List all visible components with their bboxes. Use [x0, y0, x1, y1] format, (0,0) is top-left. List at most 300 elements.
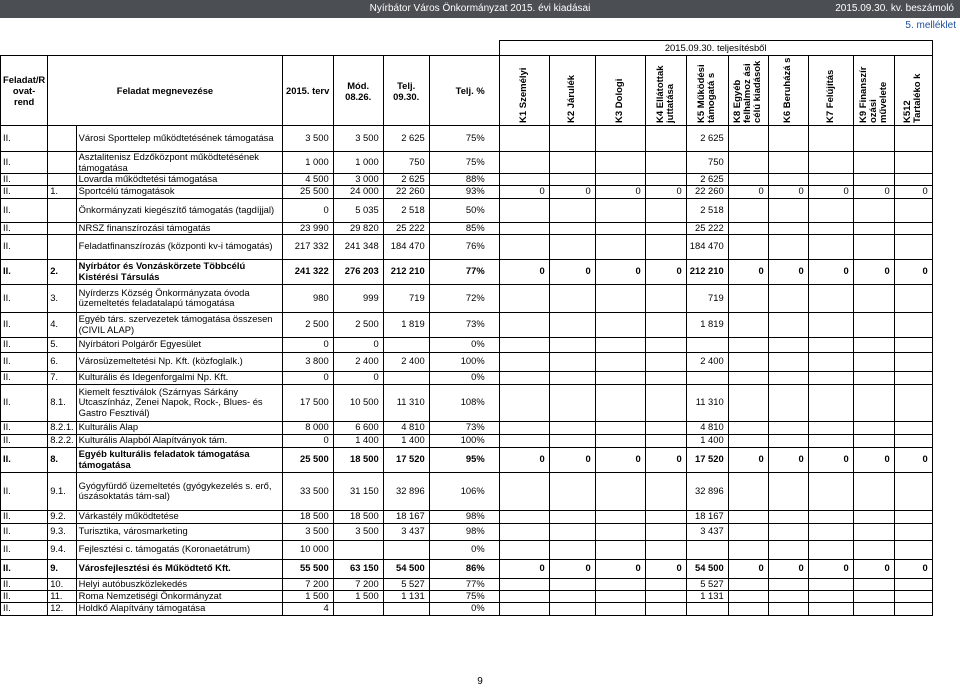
cell-k3: [595, 126, 645, 152]
cell-telj: 2 625: [383, 126, 429, 152]
cell-terv: 241 322: [282, 259, 333, 284]
cell-telj-pct: 76%: [429, 234, 499, 259]
cell-k2: 0: [549, 447, 595, 472]
cell-sorszam: [48, 198, 76, 222]
cell-sorszam: 4.: [48, 312, 76, 337]
cell-terv: 18 500: [282, 510, 333, 523]
cell-telj-pct: 95%: [429, 447, 499, 472]
cell-mod: 7 200: [333, 578, 383, 590]
cell-k3: [595, 434, 645, 447]
cell-k7: [768, 371, 808, 384]
cell-k7: [768, 126, 808, 152]
cell-telj: 18 167: [383, 510, 429, 523]
cell-k8: [808, 352, 853, 371]
cell-k9: [853, 602, 894, 615]
table-row: [1, 578, 933, 590]
col-header-k4: K4 Ellátottak juttatása: [645, 56, 686, 126]
cell-k5: 1 400: [686, 434, 728, 447]
cell-k8: [808, 523, 853, 540]
cell-telj: 11 310: [383, 384, 429, 421]
cell-k7: [768, 472, 808, 510]
cell-feladat: II.: [1, 590, 48, 602]
cell-k4: [645, 352, 686, 371]
cell-k8: [808, 234, 853, 259]
cell-feladat: II.: [1, 472, 48, 510]
cell-k8: [808, 434, 853, 447]
cell-mod: 18 500: [333, 510, 383, 523]
cell-mod: 2 500: [333, 312, 383, 337]
cell-mod: 2 400: [333, 352, 383, 371]
cell-terv: 3 800: [282, 352, 333, 371]
teljesites-group-header: 2015.09.30. teljesítésből: [499, 41, 932, 56]
cell-k7: [768, 222, 808, 234]
cell-mod: 1 000: [333, 152, 383, 174]
cell-k1: [499, 523, 549, 540]
col-header-feladat: Feladat/R ovat-rend: [1, 56, 48, 126]
cell-k4: [645, 578, 686, 590]
cell-telj-pct: 77%: [429, 259, 499, 284]
cell-mod: 241 348: [333, 234, 383, 259]
cell-k6: 0: [728, 185, 768, 198]
cell-megnevezes: Nyírbátor és Vonzáskörzete Többcélú Kistérési Társulás: [76, 259, 282, 284]
cell-k10: [894, 602, 932, 615]
cell-k1: [499, 198, 549, 222]
cell-k1: [499, 421, 549, 434]
cell-k1: 0: [499, 259, 549, 284]
cell-mod: 24 000: [333, 185, 383, 198]
cell-k7: 0: [768, 447, 808, 472]
cell-k2: [549, 371, 595, 384]
cell-k6: [728, 284, 768, 312]
cell-feladat: II.: [1, 337, 48, 352]
cell-megnevezes: Turisztika, városmarketing: [76, 523, 282, 540]
cell-megnevezes: Feladatfinanszírozás (központi kv-i támogatás): [76, 234, 282, 259]
cell-k4: [645, 510, 686, 523]
table-row: [1, 126, 933, 152]
cell-mod: 63 150: [333, 559, 383, 578]
cell-k1: [499, 152, 549, 174]
col-header-k7: K7 Felújítás: [808, 56, 853, 126]
cell-feladat: II.: [1, 234, 48, 259]
cell-k4: [645, 312, 686, 337]
table-row: [1, 198, 933, 222]
cell-k2: [549, 126, 595, 152]
cell-k5: [686, 337, 728, 352]
cell-k7: [768, 510, 808, 523]
cell-k6: [728, 126, 768, 152]
cell-mod: 5 035: [333, 198, 383, 222]
cell-k1: [499, 126, 549, 152]
cell-telj: 1 131: [383, 590, 429, 602]
cell-k3: [595, 234, 645, 259]
table-row: [1, 523, 933, 540]
cell-k6: [728, 234, 768, 259]
cell-telj: [383, 371, 429, 384]
cell-k8: [808, 284, 853, 312]
cell-k5: 32 896: [686, 472, 728, 510]
cell-k2: 0: [549, 185, 595, 198]
cell-k10: [894, 198, 932, 222]
cell-sorszam: 8.2.1.: [48, 421, 76, 434]
table-row: [1, 259, 933, 284]
cell-k10: [894, 152, 932, 174]
cell-k1: [499, 174, 549, 186]
cell-telj: 184 470: [383, 234, 429, 259]
cell-telj: 750: [383, 152, 429, 174]
cell-sorszam: 10.: [48, 578, 76, 590]
cell-mod: 0: [333, 337, 383, 352]
table-row: [1, 510, 933, 523]
cell-telj-pct: 73%: [429, 421, 499, 434]
cell-megnevezes: NRSZ finanszírozási támogatás: [76, 222, 282, 234]
cell-feladat: II.: [1, 352, 48, 371]
cell-k2: [549, 174, 595, 186]
cell-k4: [645, 523, 686, 540]
cell-megnevezes: Nyírderzs Község Önkormányzata óvoda üzemeltetés feladatalapú támogatása: [76, 284, 282, 312]
page-number: 9: [477, 676, 483, 687]
cell-k3: [595, 337, 645, 352]
col-header-k2: K2 Járulék: [549, 56, 595, 126]
cell-k4: [645, 174, 686, 186]
cell-sorszam: 9.2.: [48, 510, 76, 523]
cell-k4: [645, 472, 686, 510]
cell-k6: [728, 434, 768, 447]
cell-k6: [728, 384, 768, 421]
cell-terv: 3 500: [282, 126, 333, 152]
cell-terv: 33 500: [282, 472, 333, 510]
cell-k3: [595, 222, 645, 234]
cell-k2: [549, 198, 595, 222]
cell-k2: [549, 434, 595, 447]
cell-k4: 0: [645, 185, 686, 198]
cell-terv: 1 000: [282, 152, 333, 174]
cell-sorszam: 8.1.: [48, 384, 76, 421]
cell-feladat: II.: [1, 540, 48, 559]
cell-k1: 0: [499, 185, 549, 198]
cell-feladat: II.: [1, 259, 48, 284]
cell-k8: [808, 510, 853, 523]
cell-k4: [645, 590, 686, 602]
table-row: [1, 152, 933, 174]
cell-k10: [894, 540, 932, 559]
cell-k8: 0: [808, 559, 853, 578]
cell-k3: [595, 578, 645, 590]
cell-k4: 0: [645, 259, 686, 284]
cell-telj-pct: 98%: [429, 523, 499, 540]
cell-k5: 2 625: [686, 126, 728, 152]
cell-telj-pct: 93%: [429, 185, 499, 198]
cell-k10: [894, 371, 932, 384]
cell-telj: [383, 337, 429, 352]
cell-k6: [728, 352, 768, 371]
cell-telj-pct: 0%: [429, 540, 499, 559]
cell-k2: [549, 352, 595, 371]
cell-k5: 2 400: [686, 352, 728, 371]
cell-k9: 0: [853, 259, 894, 284]
budget-table: [0, 40, 933, 616]
cell-k7: [768, 234, 808, 259]
cell-telj: 212 210: [383, 259, 429, 284]
cell-terv: 980: [282, 284, 333, 312]
cell-feladat: II.: [1, 126, 48, 152]
cell-k8: [808, 384, 853, 421]
cell-k7: [768, 312, 808, 337]
cell-terv: 25 500: [282, 185, 333, 198]
cell-k10: [894, 352, 932, 371]
cell-k8: [808, 337, 853, 352]
cell-telj-pct: 72%: [429, 284, 499, 312]
cell-k6: [728, 510, 768, 523]
cell-mod: 276 203: [333, 259, 383, 284]
cell-k5: [686, 540, 728, 559]
cell-terv: 1 500: [282, 590, 333, 602]
cell-k7: [768, 198, 808, 222]
cell-megnevezes: Városfejlesztési és Működtető Kft.: [76, 559, 282, 578]
cell-k6: 0: [728, 447, 768, 472]
cell-k3: [595, 174, 645, 186]
cell-k2: [549, 312, 595, 337]
cell-megnevezes: Várkastély működtetése: [76, 510, 282, 523]
cell-k2: [549, 472, 595, 510]
cell-k8: [808, 126, 853, 152]
cell-k3: [595, 312, 645, 337]
cell-mod: 6 600: [333, 421, 383, 434]
cell-k7: [768, 578, 808, 590]
report-date: 2015.09.30. kv. beszámoló: [835, 3, 954, 14]
cell-mod: [333, 540, 383, 559]
cell-telj-pct: 0%: [429, 371, 499, 384]
cell-k1: [499, 284, 549, 312]
cell-k7: [768, 352, 808, 371]
cell-k1: [499, 590, 549, 602]
cell-k10: [894, 284, 932, 312]
cell-k7: [768, 384, 808, 421]
cell-k2: [549, 602, 595, 615]
cell-telj: 3 437: [383, 523, 429, 540]
cell-k3: [595, 152, 645, 174]
cell-k9: [853, 234, 894, 259]
cell-k8: [808, 312, 853, 337]
cell-k3: [595, 602, 645, 615]
cell-k9: [853, 578, 894, 590]
col-header-k5: K5 Működési támogatá s: [686, 56, 728, 126]
cell-k5: 3 437: [686, 523, 728, 540]
cell-telj-pct: 75%: [429, 590, 499, 602]
cell-k3: [595, 284, 645, 312]
cell-megnevezes: Asztalitenisz Edzőközpont működtetésének támogatása: [76, 152, 282, 174]
cell-k10: [894, 126, 932, 152]
cell-telj: 2 400: [383, 352, 429, 371]
cell-mod: 18 500: [333, 447, 383, 472]
table-row: [1, 371, 933, 384]
cell-k1: [499, 472, 549, 510]
cell-k9: [853, 523, 894, 540]
cell-mod: 10 500: [333, 384, 383, 421]
cell-telj: [383, 540, 429, 559]
cell-k9: [853, 352, 894, 371]
cell-k1: [499, 312, 549, 337]
cell-feladat: II.: [1, 559, 48, 578]
cell-feladat: II.: [1, 523, 48, 540]
cell-telj: 1 400: [383, 434, 429, 447]
cell-k3: 0: [595, 559, 645, 578]
cell-mod: 1 400: [333, 434, 383, 447]
cell-k10: [894, 384, 932, 421]
cell-terv: 0: [282, 337, 333, 352]
cell-k6: [728, 312, 768, 337]
cell-megnevezes: Kiemelt fesztiválok (Szárnyas Sárkány Utcaszínház, Zenei Napok, Rock-, Blues- és Gastro Fesztivál): [76, 384, 282, 421]
cell-terv: 55 500: [282, 559, 333, 578]
col-header-k9: K9 Finanszír ozási művelete: [853, 56, 894, 126]
cell-k5: 22 260: [686, 185, 728, 198]
cell-k8: [808, 222, 853, 234]
cell-k6: [728, 602, 768, 615]
cell-megnevezes: Kulturális Alapból Alapítványok tám.: [76, 434, 282, 447]
cell-k4: [645, 284, 686, 312]
cell-k10: [894, 523, 932, 540]
cell-megnevezes: Városi Sporttelep működtetésének támogatása: [76, 126, 282, 152]
cell-k4: [645, 337, 686, 352]
cell-mod: 3 500: [333, 126, 383, 152]
cell-k7: [768, 434, 808, 447]
cell-k7: 0: [768, 559, 808, 578]
cell-telj: [383, 602, 429, 615]
cell-megnevezes: Holdkő Alapítvány támogatása: [76, 602, 282, 615]
cell-k9: [853, 590, 894, 602]
col-header-terv: 2015. terv: [282, 56, 333, 126]
cell-k8: [808, 472, 853, 510]
cell-feladat: II.: [1, 602, 48, 615]
cell-sorszam: 9.1.: [48, 472, 76, 510]
cell-k1: [499, 384, 549, 421]
cell-megnevezes: Gyógyfürdő üzemeltetés (gyógykezelés s. erő, úszásoktatás tám-sal): [76, 472, 282, 510]
table-row: [1, 421, 933, 434]
cell-k2: [549, 284, 595, 312]
cell-telj: 22 260: [383, 185, 429, 198]
cell-megnevezes: Roma Nemzetiségi Önkormányzat: [76, 590, 282, 602]
cell-telj: 25 222: [383, 222, 429, 234]
cell-feladat: II.: [1, 510, 48, 523]
cell-k6: [728, 472, 768, 510]
cell-k1: [499, 510, 549, 523]
cell-k9: 0: [853, 559, 894, 578]
cell-k5: 184 470: [686, 234, 728, 259]
cell-k6: [728, 590, 768, 602]
cell-k5: 212 210: [686, 259, 728, 284]
cell-k5: 5 527: [686, 578, 728, 590]
cell-terv: 25 500: [282, 447, 333, 472]
cell-k2: [549, 523, 595, 540]
cell-telj-pct: 77%: [429, 578, 499, 590]
cell-k9: [853, 152, 894, 174]
cell-telj: 5 527: [383, 578, 429, 590]
cell-k9: [853, 371, 894, 384]
cell-feladat: II.: [1, 284, 48, 312]
cell-k5: 750: [686, 152, 728, 174]
cell-k2: [549, 222, 595, 234]
cell-telj: 719: [383, 284, 429, 312]
cell-k10: [894, 222, 932, 234]
cell-k10: 0: [894, 559, 932, 578]
cell-k3: [595, 198, 645, 222]
cell-k6: [728, 198, 768, 222]
cell-mod: [333, 602, 383, 615]
cell-k10: [894, 312, 932, 337]
cell-k2: [549, 578, 595, 590]
cell-k4: [645, 540, 686, 559]
cell-k7: [768, 284, 808, 312]
cell-k4: [645, 234, 686, 259]
cell-feladat: II.: [1, 447, 48, 472]
cell-mod: 31 150: [333, 472, 383, 510]
cell-k5: 2 518: [686, 198, 728, 222]
cell-k1: 0: [499, 447, 549, 472]
cell-feladat: II.: [1, 434, 48, 447]
cell-k5: [686, 602, 728, 615]
cell-terv: 0: [282, 198, 333, 222]
cell-k6: [728, 174, 768, 186]
cell-k3: [595, 523, 645, 540]
cell-k10: [894, 234, 932, 259]
cell-k4: [645, 371, 686, 384]
cell-k6: [728, 421, 768, 434]
cell-k6: [728, 222, 768, 234]
col-header-telj-pct: Telj. %: [429, 56, 499, 126]
table-row: [1, 222, 933, 234]
cell-telj-pct: 75%: [429, 126, 499, 152]
col-header-mod: Mód. 08.26.: [333, 56, 383, 126]
cell-k3: [595, 590, 645, 602]
cell-k5: [686, 371, 728, 384]
cell-k3: 0: [595, 259, 645, 284]
cell-k2: [549, 590, 595, 602]
cell-k10: [894, 337, 932, 352]
cell-k1: 0: [499, 559, 549, 578]
cell-mod: 999: [333, 284, 383, 312]
cell-megnevezes: Sportcélú támogatások: [76, 185, 282, 198]
cell-k1: [499, 234, 549, 259]
col-header-k3: K3 Dologi: [595, 56, 645, 126]
table-row: [1, 602, 933, 615]
cell-k5: 18 167: [686, 510, 728, 523]
cell-k6: [728, 371, 768, 384]
cell-k4: 0: [645, 559, 686, 578]
cell-k8: 0: [808, 185, 853, 198]
cell-sorszam: 8.2.2.: [48, 434, 76, 447]
cell-sorszam: 9.4.: [48, 540, 76, 559]
cell-k8: [808, 198, 853, 222]
cell-terv: 23 990: [282, 222, 333, 234]
cell-sorszam: 2.: [48, 259, 76, 284]
cell-terv: 17 500: [282, 384, 333, 421]
cell-k1: [499, 222, 549, 234]
cell-terv: 3 500: [282, 523, 333, 540]
cell-k6: [728, 523, 768, 540]
cell-k1: [499, 578, 549, 590]
cell-feladat: II.: [1, 174, 48, 186]
cell-k9: [853, 421, 894, 434]
cell-k5: 2 625: [686, 174, 728, 186]
cell-k7: [768, 152, 808, 174]
cell-sorszam: 11.: [48, 590, 76, 602]
cell-terv: 4: [282, 602, 333, 615]
cell-sorszam: [48, 222, 76, 234]
cell-telj-pct: 86%: [429, 559, 499, 578]
table-row: [1, 284, 933, 312]
cell-k1: [499, 602, 549, 615]
table-row: [1, 590, 933, 602]
cell-telj-pct: 106%: [429, 472, 499, 510]
